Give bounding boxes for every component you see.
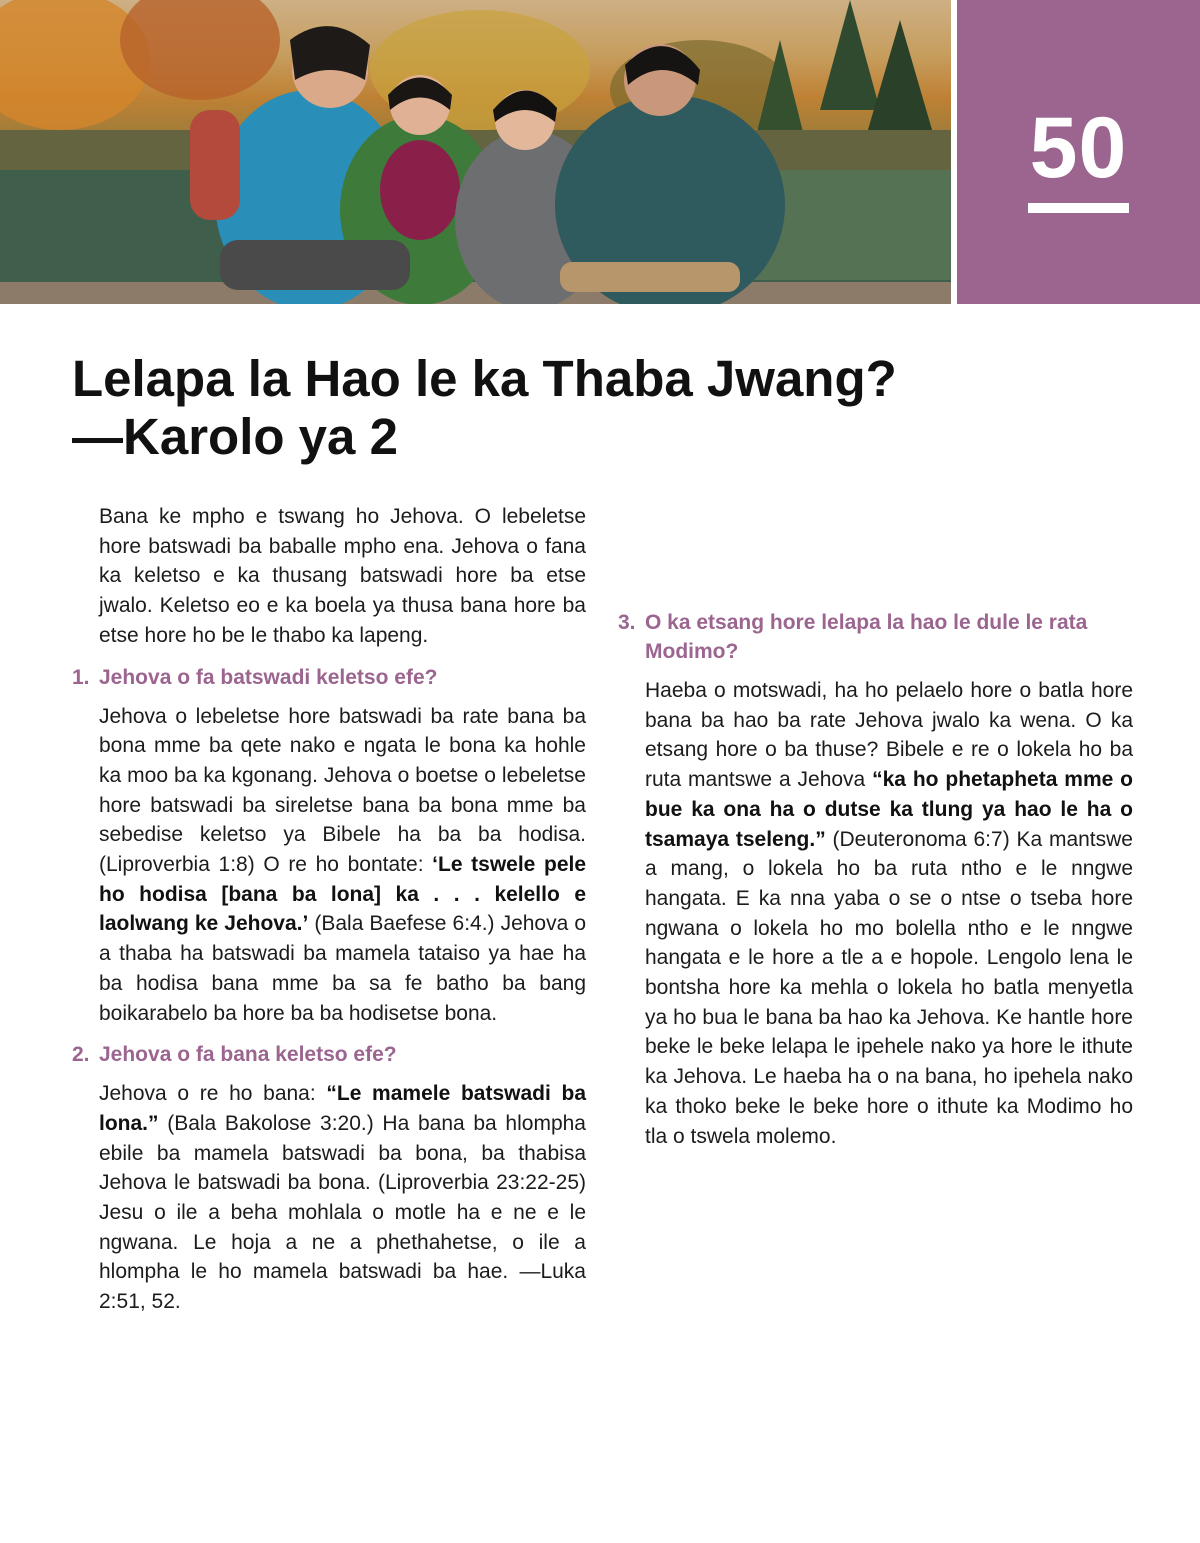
intro-paragraph: Bana ke mpho e tswang ho Jehova. O lebeletse hore batswadi ba baballe mpho ena. Jehova o fana ka keletso e ka thusang batswadi hore ba etse jwalo. Keletso eo e ka boela ya thusa bana hore ba etse hore ho be le thabo ka lapeng. bbox=[99, 505, 586, 647]
section-3-heading-text: O ka etsang hore lelapa la hao le dule le rata Modimo? bbox=[645, 611, 1088, 663]
section-3-text-a: Haeba o motswadi, ha ho pelaelo hore o batla hore bana ba hao ba rate Jehova jwalo ka wena. O ka etsang hore o ba thuse? Bibele e re o lokela ho ba ruta mantswe a Jehova bbox=[645, 679, 1133, 792]
section-3-text-b: (Deuteronoma 6:7) Ka mantswe a mang, o lokela ho ba ruta ntho e le nngwe hangata. E ka nna yaba o se o ntse o tseba hore ngwana o lokela ho mo bolella ntho e le nngwe hangata e le hore a tle a e hopole. Lengolo lena le bontsha hore ka mehla o lokela ho batla menyetla ya ho bua le bana ba hao ka Jehova. Ke hantle hore beke le beke lelapa le ipehele nako ya hore le ithute ka Jehova. Le haeba ha o na bana, ho ipehela nako ka thoko beke le beke hore o ithute ka Modimo ho tla o tswela molemo. bbox=[645, 827, 1133, 1148]
section-2-text-b: (Bala Bakolose 3:20.) Ha bana ba hlompha ebile ba mamela batswadi ba bona, ba thabisa Jehova le batswadi ba bona. (Liproverbia 23:22-25) Jesu o ile a beha mohlala o motle ha e ne e le ngwana. Le hoja a ne a phethahetse, o ile a hlompha le ho mamela batswadi ba hae. —Luka 2:51, 52. bbox=[99, 1111, 586, 1314]
family-by-lake-illustration bbox=[0, 0, 951, 304]
section-1-quote: ‘Le tswele pele ho hodisa [bana ba lona] ka . . . kelello e laolwang ke Jehova.’ bbox=[99, 853, 587, 936]
section-1-paragraph bbox=[99, 702, 586, 1029]
lesson-number-box bbox=[957, 0, 1200, 304]
section-2-quote: “Le mamele batswadi ba lona.” bbox=[99, 1082, 586, 1135]
left-column bbox=[72, 502, 586, 1329]
section-3-paragraph bbox=[645, 676, 1133, 1151]
lesson-number-underline bbox=[1028, 203, 1129, 213]
section-2-text-a: Jehova o re ho bana: bbox=[99, 1082, 327, 1106]
section-3-number: 3. bbox=[618, 611, 636, 634]
lesson-number: 50 bbox=[1029, 100, 1128, 196]
section-2-number: 2. bbox=[72, 1043, 90, 1067]
section-3-heading bbox=[618, 608, 1133, 666]
column-continuation-spacer bbox=[618, 505, 1133, 608]
section-1-number: 1. bbox=[72, 665, 90, 689]
section-1-text-b: (Bala Baefese 6:4.) Jehova o a thaba ha batswadi ba mamela tataiso ya hae ha ba hodisa bana mme ba sa fe batho ba bang boikarabelo ba hore ba ba hodisetse bona. bbox=[99, 912, 587, 1025]
section-1-text-a: Jehova o lebeletse hore batswadi ba rate bana ba bona mme ba qete nako e ngata le bona ka hohle ka moo ba ka kgonang. Jehova o boetse o lebeletse hore batswadi ba sireletse bana ba bona mme ba sebedise keletso ya Bibele ha ba ba hodisa. (Liproverbia 1:8) O re ho bontate: bbox=[99, 704, 586, 877]
section-3-quote: “ka ho phetapheta mme o bue ka ona ha o dutse ka tlung ya hao le ha o tsamaya tseleng.” bbox=[645, 768, 1134, 851]
right-column bbox=[618, 505, 1133, 1163]
section-1-heading-text: Jehova o fa batswadi keletso efe? bbox=[99, 665, 438, 689]
section-2-heading bbox=[72, 1040, 586, 1069]
section-2-heading-text: Jehova o fa bana keletso efe? bbox=[99, 1043, 397, 1067]
section-1-heading bbox=[72, 663, 586, 692]
section-2-paragraph bbox=[99, 1079, 586, 1317]
page-title: Lelapa la Hao le ka Thaba Jwang?—Karolo ya 2 bbox=[72, 350, 897, 465]
header-photo bbox=[0, 0, 951, 304]
